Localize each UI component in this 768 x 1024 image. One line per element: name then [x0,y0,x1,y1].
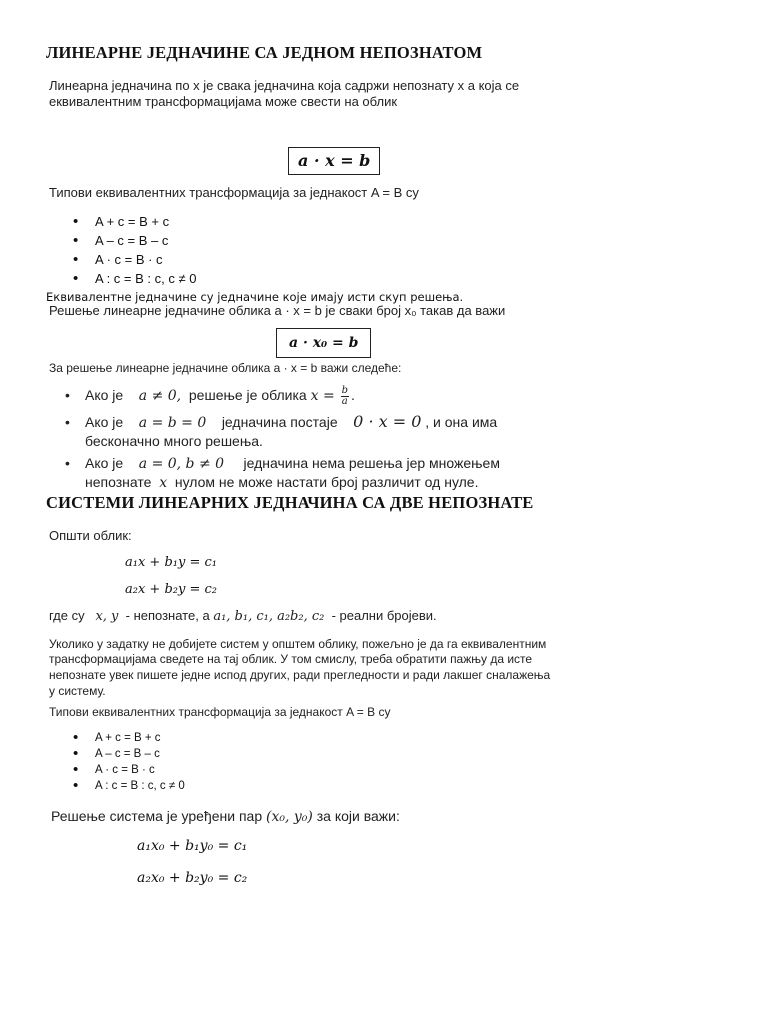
general-equation-2: a₂x + b₂y = c₂ [125,582,217,597]
section1-title: ЛИНЕАРНЕ ЈЕДНАЧИНЕ СА ЈЕДНОМ НЕПОЗНАТОМ [46,43,483,62]
case3-x: x [159,475,168,491]
solution-suffix: за који важи: [316,808,400,824]
solution-prefix: Решење система је уређени пар [51,808,263,824]
general-equation-1: a₁x + b₁y = c₁ [125,555,217,570]
case1-fraction [341,386,349,407]
bullet: • [65,414,70,430]
where-coefficients: a₁, b₁, c₁, a₂b₂, c₂ [213,609,325,624]
where-variables: x, y [95,609,119,624]
formula-box: a · x = b [288,147,380,175]
case3-condition: a = 0, b ≠ 0 [138,456,225,472]
cases-heading: За решење линеарне једначине облика a · x = b важи следеће: [49,361,402,375]
solution-definition: Решење линеарне једначине облика a · x = b је сваки број x₀ такав да важи [49,303,506,318]
case-item-3 [63,453,583,473]
list-item: • A · c = B · c [73,250,196,269]
case1-x: x = [310,388,335,404]
paragraph-line-3: непознате увек пишете једне испод других, ради прегледности и ради лакшег сналажења [49,668,551,682]
where-line [49,608,437,625]
case3-line2-suffix: нулом не може настати број различит од нуле. [174,474,479,490]
case2-condition: a = b = 0 [138,415,207,431]
solution-equation-2: a₂x₀ + b₂y₀ = c₂ [137,870,248,886]
cases-list [63,384,583,491]
list-item: • A + c = B + c [73,212,196,231]
transforms-heading-2: Типови еквивалентних трансформација за једнакост A = B су [49,705,391,719]
case-item-1 [63,384,583,408]
transforms-list-2 [73,730,185,794]
bullet: • [65,455,70,471]
case2-equation: 0 · x = 0 [353,412,422,431]
paragraph-line-1: Уколико у задатку не добијете систем у општем облику, пожељно је да га еквивалентним [49,637,547,651]
case3-line-2 [63,473,583,491]
list-item: • A · c = B · c [73,762,185,778]
equivalent-note: Еквивалентне једначине су једначине које имају исти скуп решења. [46,290,464,304]
case3-middle: једначина нема решења јер множењем [243,455,500,471]
intro-line-1: Линеарна једначина по x је свака једначина која садржи непознату x а која се [49,78,520,93]
case3-prefix: Ако је [85,455,124,471]
case1-prefix: Ако је [85,387,124,403]
transforms-list-1 [73,212,196,288]
solution-pair: (x₀, y₀) [266,809,313,825]
case1-condition: a ≠ 0, [138,388,182,404]
transforms-heading-1: Типови еквивалентних трансформација за једнакост A = B су [49,185,419,200]
list-item: • A + c = B + c [73,730,185,746]
solution-box: a · x₀ = b [276,328,371,358]
bullet: • [65,387,70,403]
list-item: • A : c = B : c, c ≠ 0 [73,269,196,288]
case2-prefix: Ако је [85,414,124,430]
list-item: • A – c = B – c [73,231,196,250]
where-middle: - непознате, а [125,608,210,623]
general-form-label: Општи облик: [49,528,132,543]
case2-middle: једначина постаје [221,414,338,430]
solution-line [51,808,400,825]
fraction-numerator: b [341,384,348,396]
case-item-2 [63,412,583,432]
section2-title: СИСТЕМИ ЛИНЕАРНИХ ЈЕДНАЧИНА СА ДВЕ НЕПОЗНАТЕ [46,493,534,512]
where-suffix: - реални бројеви. [331,608,437,623]
case3-line2-prefix: непознате [85,474,152,490]
list-item: • A : c = B : c, c ≠ 0 [73,778,185,794]
solution-equation-1: a₁x₀ + b₁y₀ = c₁ [137,838,248,854]
paragraph-line-2: трансформацијама сведете на тај облик. У том смислу, треба обратити пажњу да исте [49,652,533,666]
case1-middle: решење је облика [188,387,307,403]
intro-line-2: еквивалентним трансформацијама може свести на облик [49,94,398,109]
case1-end: . [350,387,355,403]
fraction-denominator: a [341,395,348,407]
paragraph-line-4: у систему. [49,684,106,698]
case2-line-2: бесконачно много решења. [85,433,263,449]
case2-end: , и она има [425,414,498,430]
list-item: • A – c = B – c [73,746,185,762]
where-prefix: где су [49,608,85,623]
